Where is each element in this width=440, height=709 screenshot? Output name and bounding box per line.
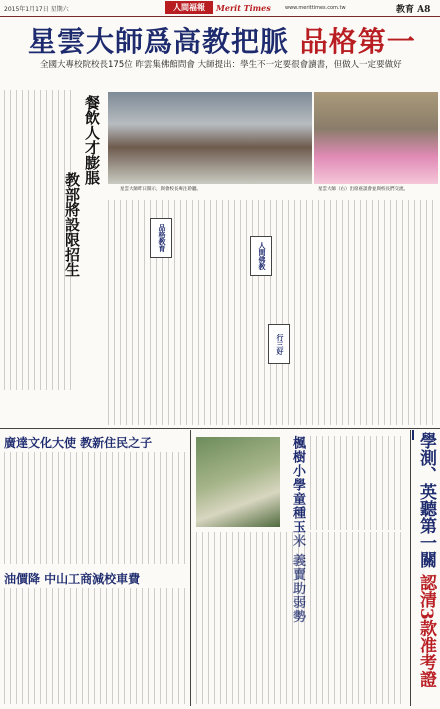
- newspaper-logo: 人間福報: [165, 1, 213, 14]
- subhead-box-3: 行三好: [268, 324, 290, 364]
- story1-title: 廣達文化大使 教新住民之子: [4, 436, 153, 450]
- photo1-caption: 星雲大師昨日開示，與會校長專注聆聽。: [120, 187, 201, 192]
- subhead-box-1: 品格教育: [150, 218, 172, 258]
- subhead-box-2: 人間佛教: [250, 236, 272, 276]
- exam-headline-part2: 認清3款准考證: [416, 573, 436, 688]
- main-subhead: 全國大專校院校長175位 昨雲集佛館問會 大師提出：學生不一定要很會讀書，但做人一定要做好: [40, 60, 402, 70]
- main-headline-part2: 品格第一: [299, 25, 416, 58]
- story3-title: 楓樹小學童種玉米 義賣助弱勢: [290, 436, 305, 624]
- left-vertical-headline-2: 教部將設限招生: [63, 172, 81, 277]
- photo2-caption: 星雲大師（右）出席座談會並與校長們交流。: [318, 187, 408, 192]
- column-divider-left: [190, 430, 191, 706]
- story3-body-upper: [310, 436, 406, 530]
- column-divider-right: [410, 430, 411, 706]
- left-vertical-headline-1: 餐飲人才膨脹: [83, 95, 101, 185]
- newspaper-logo-english: Merit Times: [216, 3, 271, 13]
- website: www.merittimes.com.tw: [285, 5, 346, 11]
- section-label: 教育 A8: [396, 5, 431, 15]
- lecture-hall-photo: [108, 92, 312, 184]
- story1-body: [4, 452, 188, 564]
- corn-harvest-photo: [196, 437, 280, 527]
- issue-date: 2015年1月17日 星期六: [4, 6, 69, 13]
- exam-headline: [414, 432, 438, 702]
- main-headline-part1: 星雲大師爲高教把脈: [28, 25, 290, 58]
- story2-body: [4, 588, 188, 704]
- main-headline: [28, 20, 416, 60]
- exam-headline-part1: 學測、英聽第一關: [416, 432, 436, 568]
- story3-body: [196, 532, 406, 704]
- section-divider: [0, 428, 440, 429]
- story2-title: 油價降 中山工商減校車費: [4, 572, 141, 586]
- master-hsing-yun-photo: [314, 92, 438, 184]
